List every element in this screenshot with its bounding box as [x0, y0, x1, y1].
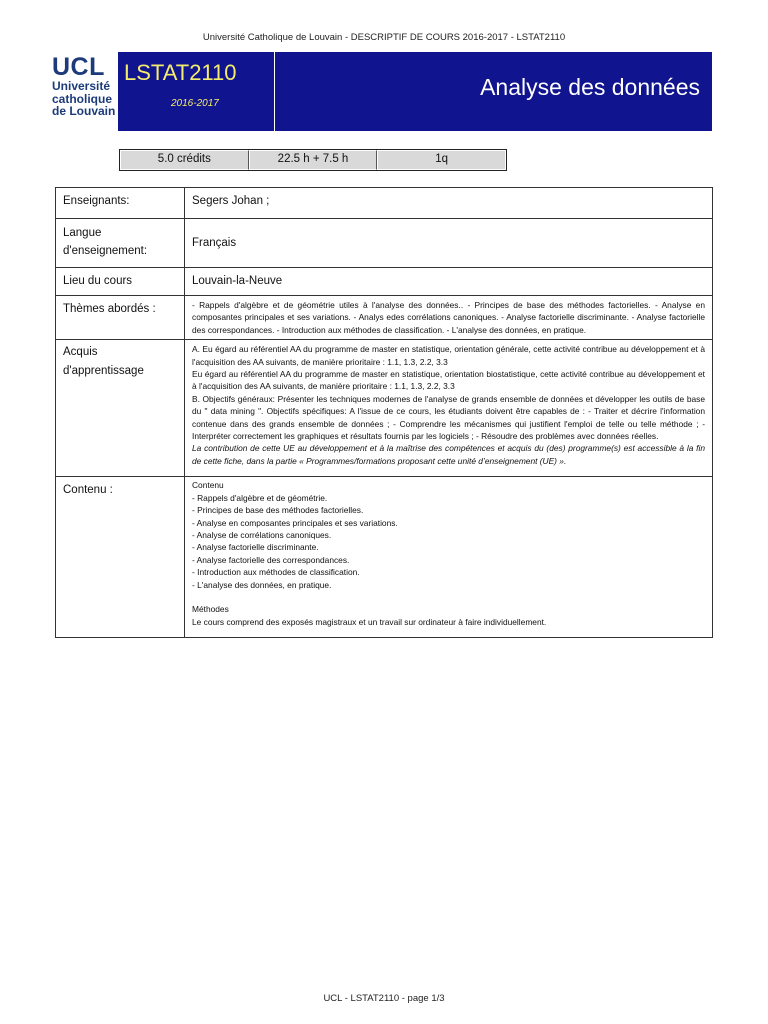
credits-value: 5.0 crédits — [120, 150, 249, 170]
content-line: - L'analyse des données, en pratique. — [192, 579, 332, 590]
course-code: LSTAT2110 — [124, 60, 237, 85]
label-teachers: Enseignants: — [56, 188, 185, 219]
value-language — [185, 219, 713, 268]
logo-line-1: Université — [52, 79, 111, 93]
label-location: Lieu du cours — [56, 268, 185, 296]
value-themes: - Rappels d'algèbre et de géométrie utiles à l'analyse des données.. - Principes de base des méthodes factorielles. - Analyse en composantes principales et ses variations. - Analys edes corrélations canoniques. - Analyse factorielle discriminante. - Analyse factorielle des correspondances. - Introduction aux méthodes de classification. - L'analyse des données, en pratique. — [185, 296, 713, 340]
content-line: Contenu — [192, 480, 224, 491]
row-outcomes — [56, 340, 713, 477]
content-line: Le cours comprend des exposés magistraux et un travail sur ordinateur à faire individuellement. — [192, 616, 547, 627]
content-line: - Principes de base des méthodes factorielles. — [192, 505, 364, 516]
logo-line-3: de Louvain — [52, 104, 116, 118]
course-info-table — [55, 187, 713, 638]
content-line-spacer — [192, 591, 705, 603]
label-language — [56, 219, 185, 268]
content-line: - Introduction aux méthodes de classification. — [192, 567, 360, 578]
course-code-box — [118, 52, 275, 131]
document-header: Université Catholique de Louvain - DESCRIPTIF DE COURS 2016-2017 - LSTAT2110 — [202, 32, 566, 43]
value-language-text: Français — [192, 237, 237, 249]
logo-abbr: UCL — [52, 53, 105, 81]
row-themes — [56, 296, 713, 340]
value-outcomes — [185, 340, 713, 477]
value-teachers: Segers Johan ; — [185, 188, 713, 219]
outcomes-paragraph-contribution: La contribution de cette UE au développement et à la maîtrise des compétences et acquis du (des) programme(s) est accessible à la fin de cette fiche, dans la partie « Programmes/formations proposant cette unité d’enseignement (UE) ». — [192, 443, 705, 466]
label-outcomes-line-2: d'apprentissage — [63, 365, 144, 378]
credits-bar — [119, 149, 507, 171]
label-themes: Thèmes abordés : — [56, 296, 185, 340]
content-line: - Rappels d'algèbre et de géométrie. — [192, 492, 328, 503]
outcomes-paragraph-a2: Eu égard au référentiel AA du programme de master en statistique, orientation biostatistique, cette activité contribue au développement et à l'acquisition des AA suivants, de manière prioritaire : 1.1, 1.3, 2.2, 3.3 — [192, 369, 705, 392]
row-teachers — [56, 188, 713, 219]
course-year: 2016-2017 — [171, 98, 219, 109]
row-location — [56, 268, 713, 296]
content-line: - Analyse factorielle des correspondances. — [192, 554, 350, 565]
hours-value: 22.5 h + 7.5 h — [249, 150, 378, 170]
value-content — [185, 477, 713, 638]
outcomes-paragraph-a: A. Eu égard au référentiel AA du programme de master en statistique, orientation générale, cette activité contribue au développement et à l'acquisition des AA suivants, de manière prioritaire : 1.1, 1.3, 2.2, 3.3 — [192, 344, 705, 367]
value-location: Louvain-la-Neuve — [185, 268, 713, 296]
logo-line-2: catholique — [52, 91, 113, 106]
label-outcomes — [56, 340, 185, 477]
content-line: - Analyse de corrélations canoniques. — [192, 529, 332, 540]
course-title: Analyse des données — [480, 74, 700, 100]
label-content: Contenu : — [56, 477, 185, 638]
row-language — [56, 219, 713, 268]
outcomes-paragraph-b: B. Objectifs généraux: Présenter les techniques modernes de l'analyse de grands ensemble de données et développer les outils de base du " data mining ". Objectifs spécifiques: A l'issue de ce cours, les étudiants doivent être capables de : - Traiter et décrire l'information contenue dans des grands ensemble de données ; - Comprendre les mécanismes qui justifient l'emploi de telle ou telle méthode ; - Interpréter correctement les graphiques et résultats fournis par les logiciels ; - Résoudre des problèmes avec données réelles. — [192, 393, 705, 442]
course-banner — [118, 52, 712, 131]
content-line: - Analyse factorielle discriminante. — [192, 542, 319, 553]
label-language-line-2: d'enseignement: — [63, 245, 148, 257]
row-content — [56, 477, 713, 638]
page-footer: UCL - LSTAT2110 - page 1/3 — [323, 993, 445, 1004]
content-line: - Analyse en composantes principales et ses variations. — [192, 517, 398, 528]
ucl-logo — [52, 54, 118, 130]
label-language-line-1: Langue — [63, 227, 102, 239]
content-line: Méthodes — [192, 604, 229, 615]
label-outcomes-line-1: Acquis — [63, 346, 98, 359]
quadrimester-value: 1q — [377, 150, 506, 170]
